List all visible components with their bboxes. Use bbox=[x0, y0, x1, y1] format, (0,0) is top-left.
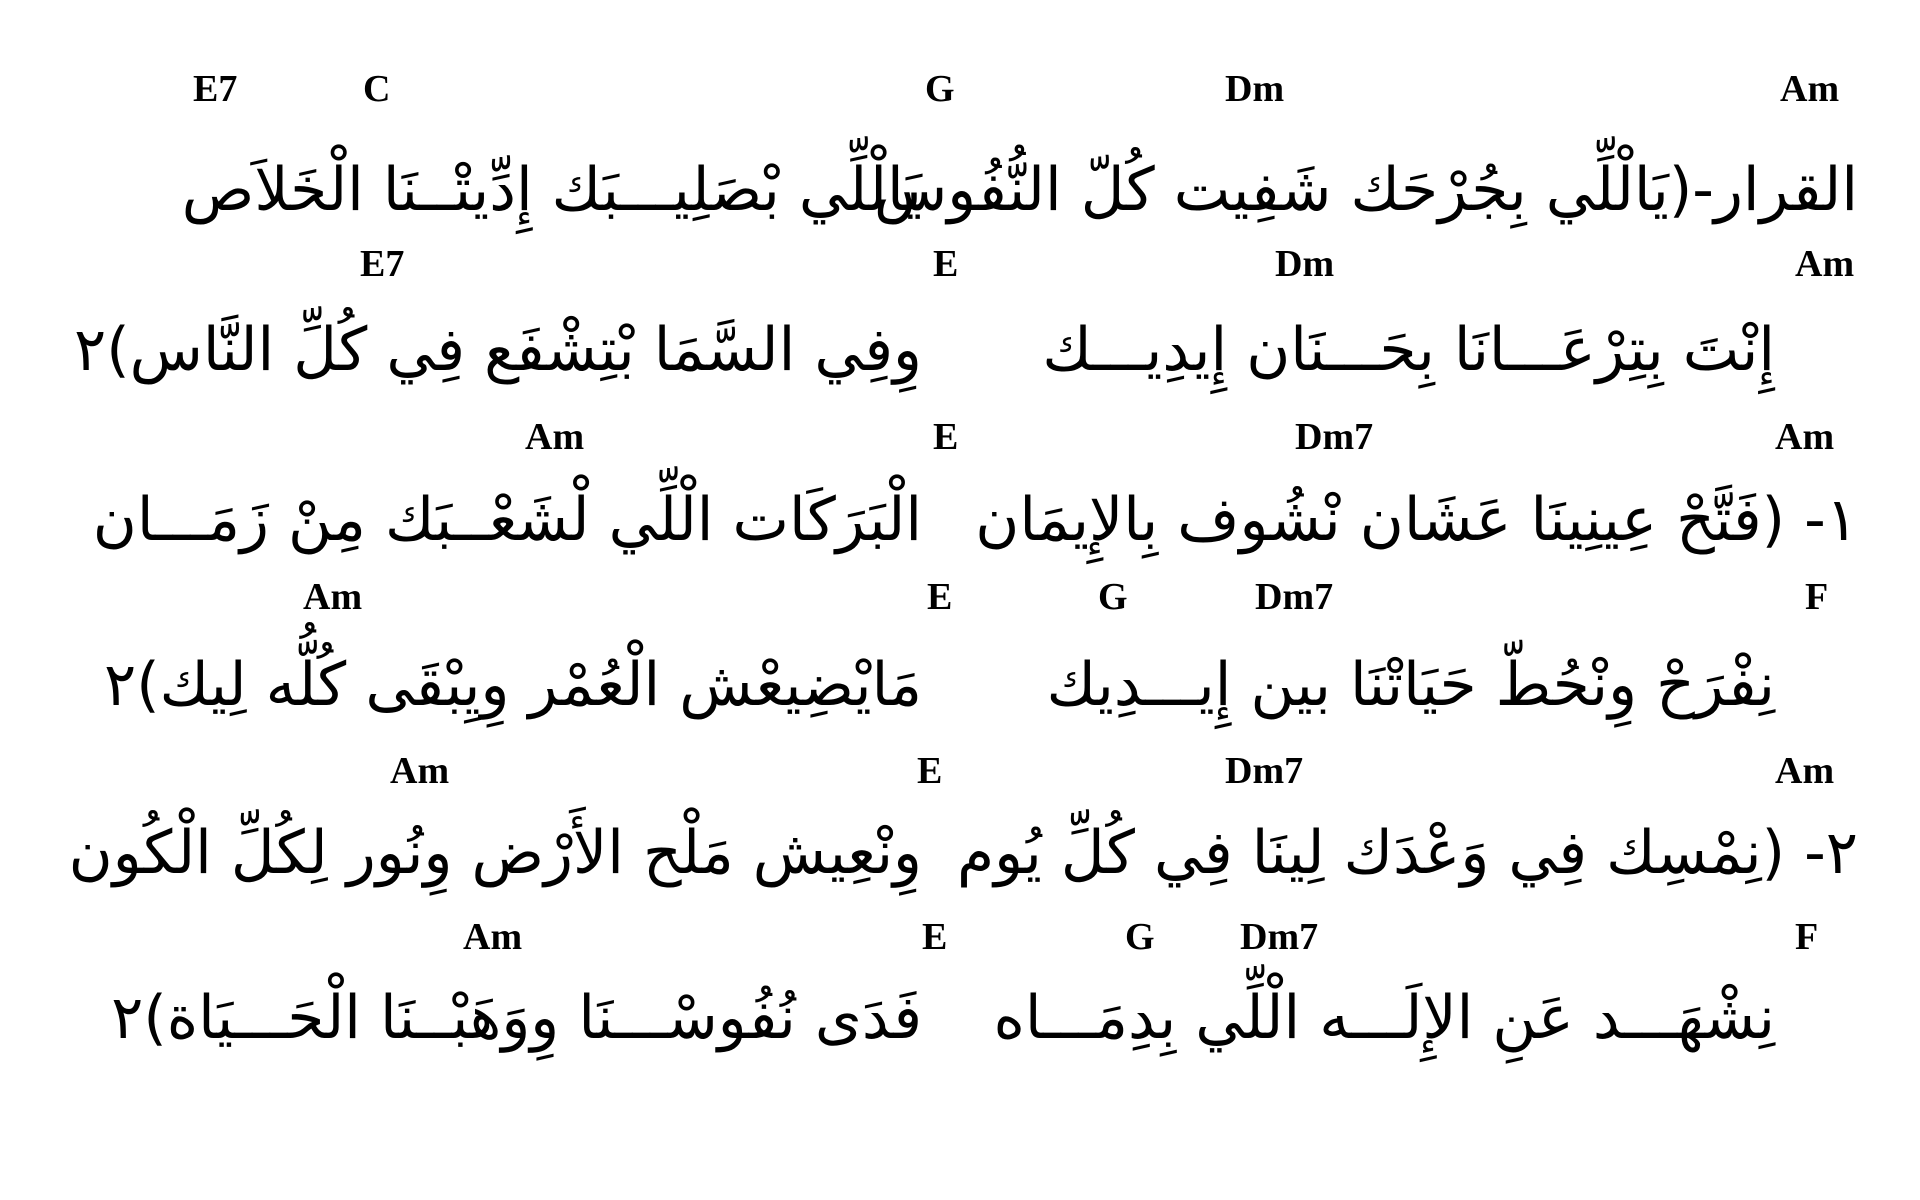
chord-label: G bbox=[1125, 916, 1155, 958]
chord-label: Am bbox=[463, 916, 523, 958]
chord-label: Am bbox=[1780, 68, 1840, 110]
chord-label: Am bbox=[303, 576, 363, 618]
lyric-line-left: الْبَرَكَات الْلِّي لْشَعْــبَك مِنْ زَمَـــان bbox=[92, 485, 922, 555]
chord-label: E7 bbox=[193, 68, 238, 110]
chord-label: Am bbox=[1795, 243, 1855, 285]
lyric-line-left: فَدَى نُفُوسْـــنَا وِوَهَبْــنَا الْحَـــيَاة)٢ bbox=[111, 983, 922, 1053]
lyric-line-right: نِشْهَـــد عَنِ الإِلَـــه الْلِّي بِدِمَـــاه bbox=[993, 983, 1775, 1053]
chord-label: Dm7 bbox=[1295, 416, 1374, 458]
chord-label: E bbox=[922, 916, 948, 958]
chord-label: E bbox=[933, 243, 959, 285]
chord-label: E bbox=[933, 416, 959, 458]
chord-label: F bbox=[1795, 916, 1819, 958]
chord-label: Dm bbox=[1225, 68, 1285, 110]
chord-label: Am bbox=[525, 416, 585, 458]
chord-label: G bbox=[925, 68, 955, 110]
lyric-line-right: ١- (فَتَّحْ عِينِينَا عَشَان نْشُوف بِالإِيمَان bbox=[975, 485, 1858, 555]
chord-label: Dm7 bbox=[1225, 750, 1304, 792]
lyric-line-left: يَالْلِّي بْصَلِيـــبَك إِدِّيتْــنَا الْخَلاَص bbox=[181, 155, 922, 225]
lyric-line-right: إِنْتَ بِتِرْعَـــانَا بِحَـــنَان إِيدِيـــك bbox=[1042, 315, 1775, 385]
lyric-line-left: مَايْضِيعْش الْعُمْر وِيِبْقَى كُلُّه لِيك)٢ bbox=[103, 650, 922, 720]
chord-label: Dm7 bbox=[1255, 576, 1334, 618]
chord-label: Am bbox=[390, 750, 450, 792]
chord-label: Am bbox=[1775, 416, 1835, 458]
lyric-line-left: وِنْعِيش مَلْح الأَرْض وِنُور لِكُلِّ الْكُون bbox=[68, 818, 922, 888]
lyric-line-left: وِفِي السَّمَا بْتِشْفَع فِي كُلِّ النَّاس)٢ bbox=[73, 315, 922, 385]
chord-label: Am bbox=[1775, 750, 1835, 792]
chord-label: E7 bbox=[360, 243, 405, 285]
lyric-line-right: القرار-(يَالْلِّي بِجُرْحَك شَفِيت كُلّ النُّفُوس bbox=[873, 155, 1858, 225]
chord-label: F bbox=[1805, 576, 1829, 618]
chord-label: Dm7 bbox=[1240, 916, 1319, 958]
chord-label: G bbox=[1098, 576, 1128, 618]
chord-label: E bbox=[917, 750, 943, 792]
chord-label: C bbox=[363, 68, 391, 110]
lyric-line-right: ٢- (نِمْسِك فِي وَعْدَك لِينَا فِي كُلِّ يُوم bbox=[956, 818, 1858, 888]
chord-label: E bbox=[927, 576, 953, 618]
lyric-line-right: نِفْرَحْ وِنْحُطّ حَيَاتْنَا بين إِيـــدِيك bbox=[1046, 650, 1775, 720]
chord-label: Dm bbox=[1275, 243, 1335, 285]
